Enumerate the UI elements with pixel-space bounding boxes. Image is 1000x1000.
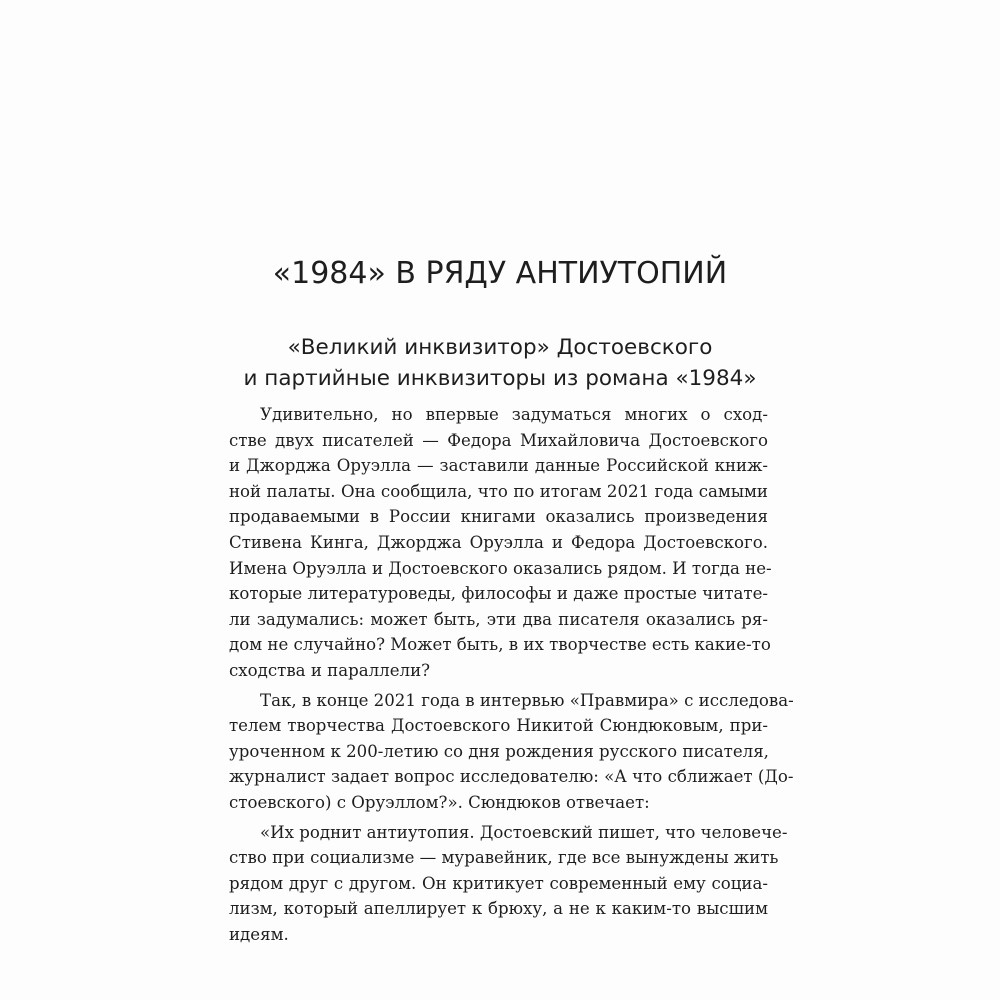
text-line: и Джорджа Оруэлла — заставили данные Российской книж-	[229, 456, 768, 476]
text-line: Так, в конце 2021 года в интервью «Правмира» с исследова-	[260, 690, 794, 710]
text-line: Имена Оруэлла и Достоевского оказались рядом. И тогда не-	[229, 558, 772, 578]
text-line: идеям.	[229, 924, 289, 944]
text-line: ство при социализме — муравейник, где все вынуждены жить	[229, 848, 779, 868]
text-line: ли задумались: может быть, эти два писателя оказались ря-	[229, 609, 768, 629]
text-line: лизм, который апеллирует к брюху, а не к каким-то высшим	[229, 899, 768, 919]
text-line: которые литературоведы, философы и даже простые читате-	[229, 584, 768, 604]
text-line: рядом друг с другом. Он критикует современный ему социа-	[229, 873, 768, 893]
text-line: уроченном к 200-летию со дня рождения русского писателя,	[229, 741, 769, 761]
body-text	[229, 402, 794, 947]
paragraph	[229, 688, 794, 816]
text-line: ной палаты. Она сообщила, что по итогам 2021 года самыми	[229, 481, 768, 501]
text-line: Стивена Кинга, Джорджа Оруэлла и Федора Достоевского.	[229, 532, 768, 552]
section-subtitle	[200, 332, 800, 394]
text-line: продаваемыми в России книгами оказались произведения	[229, 507, 768, 527]
text-line: стоевского) с Оруэллом?». Сюндюков отвечает:	[229, 792, 650, 812]
text-line: журналист задает вопрос исследователю: «А что сближает (До-	[229, 767, 794, 787]
subtitle-line: «Великий инквизитор» Достоевского	[287, 335, 713, 360]
chapter-title: «1984» В РЯДУ АНТИУТОПИЙ	[272, 256, 728, 291]
paragraph	[229, 402, 772, 684]
text-line: сходства и параллели?	[229, 660, 431, 680]
text-line: Удивительно, но впервые задуматься многих о сход-	[260, 405, 768, 424]
subtitle-line: и партийные инквизиторы из романа «1984»	[243, 366, 757, 391]
text-line: стве двух писателей — Федора Михайловича Достоевского	[229, 430, 768, 450]
text-line: телем творчества Достоевского Никитой Сюндюковым, при-	[229, 716, 768, 736]
paragraph	[229, 820, 788, 948]
text-line: «Их роднит антиутопия. Достоевский пишет, что человече-	[260, 822, 788, 842]
text-line: дом не случайно? Может быть, в их творчестве есть какие-то	[229, 635, 771, 655]
